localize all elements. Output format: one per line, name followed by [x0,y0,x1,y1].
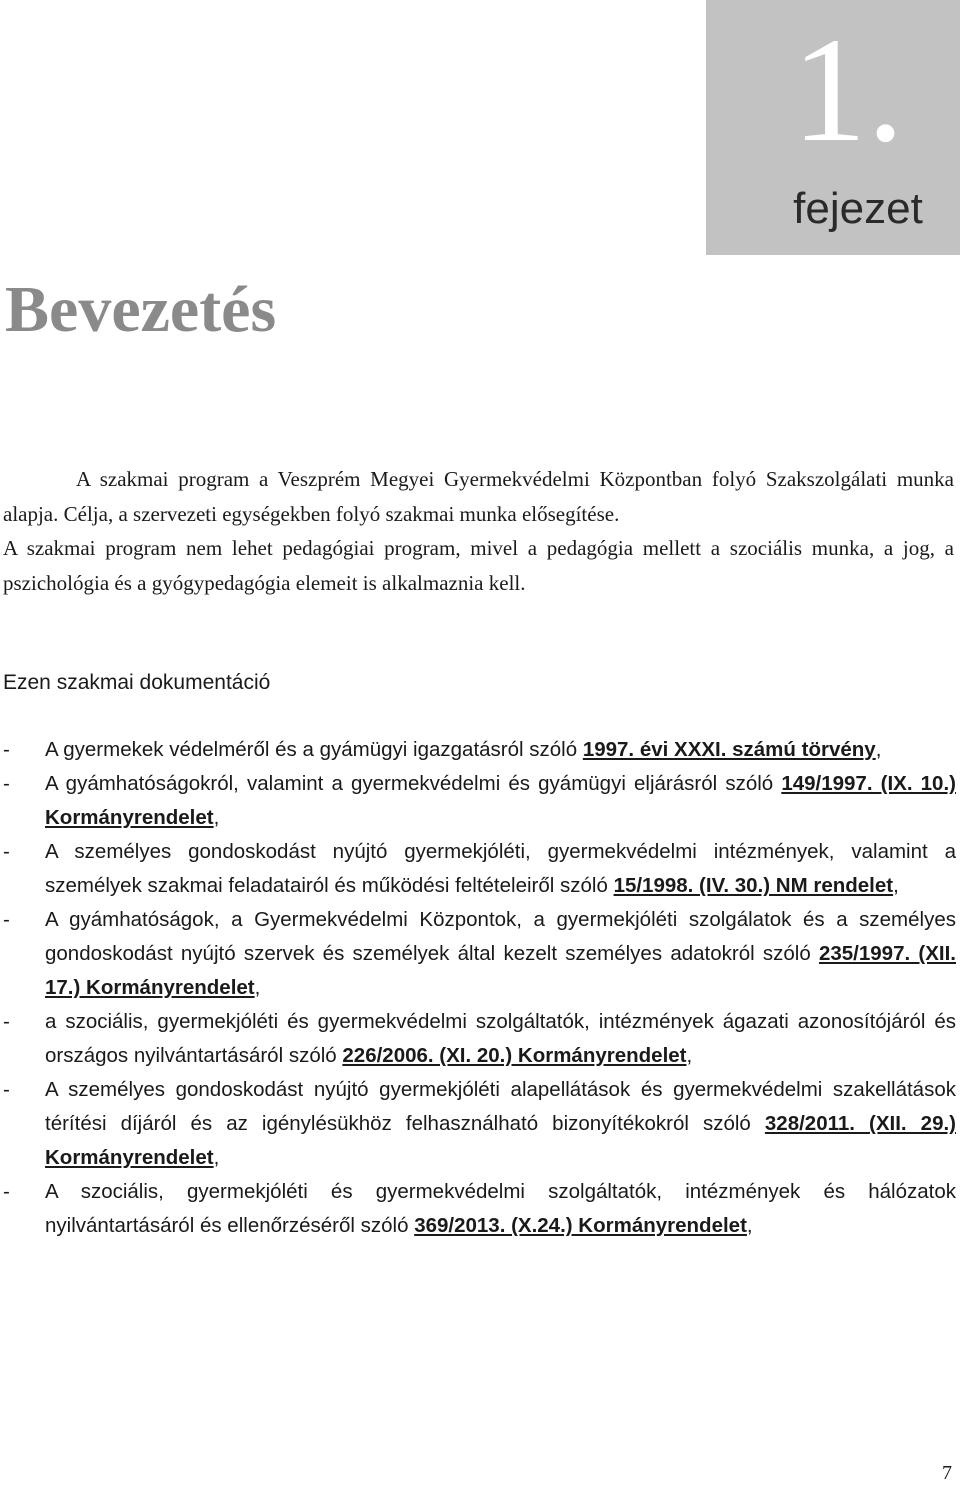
law-reference: 1997. évi XXXI. számú törvény [582,738,876,761]
list-dash: - [3,772,10,795]
list-item [3,1175,956,1243]
law-tail: , [213,1146,220,1169]
law-reference: 369/2013. (X.24.) Kormányrendelet [414,1214,747,1237]
law-text: a szociális, gyermekjóléti és gyermekvédelmi szolgáltatók, intézmények ágazati azonosítójáról és országos nyilvántartásáról szóló [45,1010,956,1067]
chapter-label: fejezet [793,184,923,233]
law-reference: 328/2011. (XII. 29.) Kormányrendelet [45,1112,956,1169]
list-dash: - [3,840,10,863]
list-dash: - [3,1180,10,1203]
law-tail: , [875,738,882,761]
list-item [3,1073,956,1175]
intro-section [3,462,954,600]
law-tail: , [213,806,220,829]
law-reference: 15/1998. (IV. 30.) NM rendelet [613,874,894,897]
list-dash: - [3,1078,10,1101]
law-tail: , [686,1044,693,1067]
list-dash: - [3,908,10,931]
law-reference: 149/1997. (IX. 10.) Kormányrendelet [45,772,956,829]
law-list [3,733,956,1243]
intro-paragraph-1: A szakmai program a Veszprém Megyei Gyermekvédelmi Központban folyó Szakszolgálati munka alapja. Célja, a szervezeti egységekben folyó szakmai munka elősegítése. [3,467,954,526]
list-item [3,767,956,835]
law-text: A szociális, gyermekjóléti és gyermekvédelmi szolgáltatók, intézmények és hálózatok nyilvántartásáról és ellenőrzéséről szóló [45,1180,956,1237]
list-dash: - [3,738,10,761]
law-tail: , [746,1214,753,1237]
list-dash: - [3,1010,10,1033]
list-item [3,903,956,1005]
list-item [3,835,956,903]
law-tail: , [893,874,899,897]
page-title: Bevezetés [5,273,277,346]
chapter-number: 1. [791,7,905,173]
intro-paragraph-2: A szakmai program nem lehet pedagógiai program, mivel a pedagógia mellett a szociális munka, a jog, a pszichológia és a gyógypedagógia elemeit is alkalmaznia kell. [3,536,954,595]
law-reference: 226/2006. (XI. 20.) Kormányrendelet [342,1044,687,1067]
law-tail: , [254,976,261,999]
documentation-label: Ezen szakmai dokumentáció [3,671,271,694]
list-item [3,1005,956,1073]
law-text: A gyámhatóságokról, valamint a gyermekvédelmi és gyámügyi eljárásról szóló [45,772,782,795]
law-text: A gyámhatóságok, a Gyermekvédelmi Központok, a gyermekjóléti szolgálatok és a személyes gondoskodást nyújtó szervek és személyek által kezelt személyes adatokról szóló [45,908,956,965]
chapter-badge [706,0,960,255]
law-reference: 235/1997. (XII. 17.) Kormányrendelet [45,942,956,999]
list-item [3,733,956,767]
law-text: A gyermekek védelméről és a gyámügyi igazgatásról szóló [45,738,583,761]
law-text: A személyes gondoskodást nyújtó gyermekjóléti alapellátások és gyermekvédelmi szakellátások térítési díjáról és az igénylésükhöz felhasználható bizonyítékokról szóló [45,1078,956,1135]
page-number: 7 [942,1462,952,1484]
law-text: A személyes gondoskodást nyújtó gyermekjóléti, gyermekvédelmi intézmények, valamint a személyek szakmai feladatairól és működési feltételeiről szóló [45,840,956,897]
